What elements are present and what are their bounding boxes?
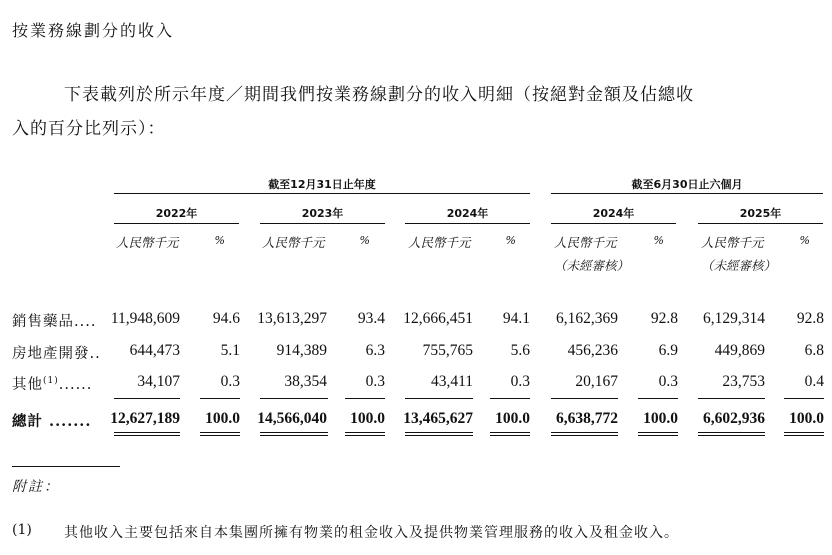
period-2023: 2023年 <box>301 207 344 220</box>
cell-property-development-percent: 5.6 <box>510 342 530 359</box>
cell-property-development-percent: 6.3 <box>365 342 385 359</box>
cell-total-amount: 13,465,627 <box>403 410 473 427</box>
intro-line-1: 下表載列於所示年度／期間我們按業務線劃分的收入明細（按絕對金額及佔總收 <box>64 85 694 105</box>
percent-label: % <box>505 234 516 247</box>
cell-total-amount: 6,602,936 <box>703 410 765 427</box>
total-double-rule <box>405 432 473 436</box>
year-rule <box>114 223 239 224</box>
unit-label: 人民幣千元 <box>701 235 764 250</box>
cell-total-percent: 100.0 <box>350 410 385 427</box>
row-label-pharma-sales: 銷售藥品.... <box>12 314 97 330</box>
cell-property-development-amount: 914,389 <box>276 342 327 359</box>
year-rule <box>260 223 385 224</box>
percent-label: % <box>214 234 225 247</box>
footnote-text: 其他收入主要包括來自本集團所擁有物業的租金收入及提供物業管理服務的收入及租金收入。 <box>64 525 679 541</box>
cell-others-percent: 0.4 <box>804 373 824 390</box>
subtotal-rule <box>551 398 618 399</box>
percent-label: % <box>653 234 664 247</box>
year-rule <box>405 223 530 224</box>
cell-property-development-amount: 449,869 <box>714 342 765 359</box>
period-h1-2025: 2025年 <box>739 207 782 220</box>
cell-property-development-amount: 755,765 <box>422 342 473 359</box>
unit-label: 人民幣千元 <box>554 235 617 250</box>
subtotal-rule <box>638 398 678 399</box>
cell-total-percent: 100.0 <box>205 410 240 427</box>
intro-line-2: 入的百分比列示）： <box>12 119 166 139</box>
cell-others-percent: 0.3 <box>220 373 240 390</box>
cell-others-percent: 0.3 <box>510 373 530 390</box>
total-double-rule <box>698 432 765 436</box>
cell-pharma-sales-percent: 94.1 <box>502 310 530 327</box>
section-heading: 按業務線劃分的收入 <box>12 21 175 40</box>
cell-property-development-percent: 6.9 <box>658 342 678 359</box>
total-double-rule <box>490 432 530 436</box>
row-label-property-development: 房地產開發.. <box>12 346 101 362</box>
cell-others-percent: 0.3 <box>365 373 385 390</box>
unit-label: 人民幣千元 <box>116 235 179 250</box>
cell-property-development-percent: 6.8 <box>804 342 824 359</box>
subtotal-rule <box>405 398 473 399</box>
total-double-rule <box>784 432 824 436</box>
period-h1-2024: 2024年 <box>592 207 635 220</box>
unit-label: 人民幣千元 <box>408 235 471 250</box>
total-double-rule <box>345 432 385 436</box>
year-rule <box>551 223 676 224</box>
cell-others-amount: 20,167 <box>575 373 618 390</box>
cell-total-amount: 14,566,040 <box>257 410 327 427</box>
subtotal-rule <box>345 398 385 399</box>
group-header-annual: 截至12月31日止年度 <box>268 178 376 191</box>
footnote-ref: (1) <box>43 376 59 387</box>
cell-pharma-sales-percent: 94.6 <box>212 310 240 327</box>
unit-label: 人民幣千元 <box>262 235 325 250</box>
total-double-rule <box>638 432 678 436</box>
cell-property-development-amount: 456,236 <box>567 342 618 359</box>
subtotal-rule <box>260 398 328 399</box>
total-double-rule <box>114 432 180 436</box>
group-rule-interim <box>551 193 823 194</box>
cell-pharma-sales-amount: 11,948,609 <box>110 310 180 327</box>
period-2022: 2022年 <box>155 207 198 220</box>
cell-total-percent: 100.0 <box>495 410 530 427</box>
cell-pharma-sales-amount: 12,666,451 <box>403 310 473 327</box>
cell-pharma-sales-percent: 92.8 <box>650 310 678 327</box>
footnote-number: (1) <box>12 522 32 538</box>
cell-pharma-sales-percent: 93.4 <box>357 310 385 327</box>
cell-total-amount: 6,638,772 <box>556 410 618 427</box>
cell-others-amount: 34,107 <box>137 373 180 390</box>
notes-rule <box>12 466 120 467</box>
notes-label: 附註： <box>12 479 60 495</box>
cell-pharma-sales-percent: 92.8 <box>796 310 824 327</box>
period-2024: 2024年 <box>446 207 489 220</box>
cell-others-amount: 38,354 <box>284 373 327 390</box>
group-rule-annual <box>114 193 530 194</box>
cell-pharma-sales-amount: 13,613,297 <box>257 310 327 327</box>
cell-pharma-sales-amount: 6,129,314 <box>703 310 765 327</box>
cell-others-percent: 0.3 <box>658 373 678 390</box>
cell-others-amount: 23,753 <box>722 373 765 390</box>
subtotal-rule <box>698 398 765 399</box>
subtotal-rule <box>200 398 240 399</box>
percent-label: % <box>359 234 370 247</box>
subtotal-rule <box>784 398 824 399</box>
percent-label: % <box>799 234 810 247</box>
group-header-interim: 截至6月30日止六個月 <box>631 178 743 191</box>
subtotal-rule <box>114 398 180 399</box>
subtotal-rule <box>490 398 530 399</box>
cell-total-percent: 100.0 <box>789 410 824 427</box>
unaudited-label: （未經審核） <box>554 258 630 273</box>
cell-total-percent: 100.0 <box>643 410 678 427</box>
cell-property-development-percent: 5.1 <box>220 342 240 359</box>
cell-property-development-amount: 644,473 <box>129 342 180 359</box>
unaudited-label: （未經審核） <box>701 258 777 273</box>
total-double-rule <box>260 432 328 436</box>
year-rule <box>698 223 823 224</box>
total-double-rule <box>551 432 618 436</box>
cell-others-amount: 43,411 <box>430 373 473 390</box>
total-double-rule <box>200 432 240 436</box>
cell-pharma-sales-amount: 6,162,369 <box>556 310 618 327</box>
row-label-total: 總計 ....... <box>12 413 92 430</box>
row-label-others: 其他$^{(1)}$...... <box>12 376 93 393</box>
cell-total-amount: 12,627,189 <box>110 410 180 427</box>
